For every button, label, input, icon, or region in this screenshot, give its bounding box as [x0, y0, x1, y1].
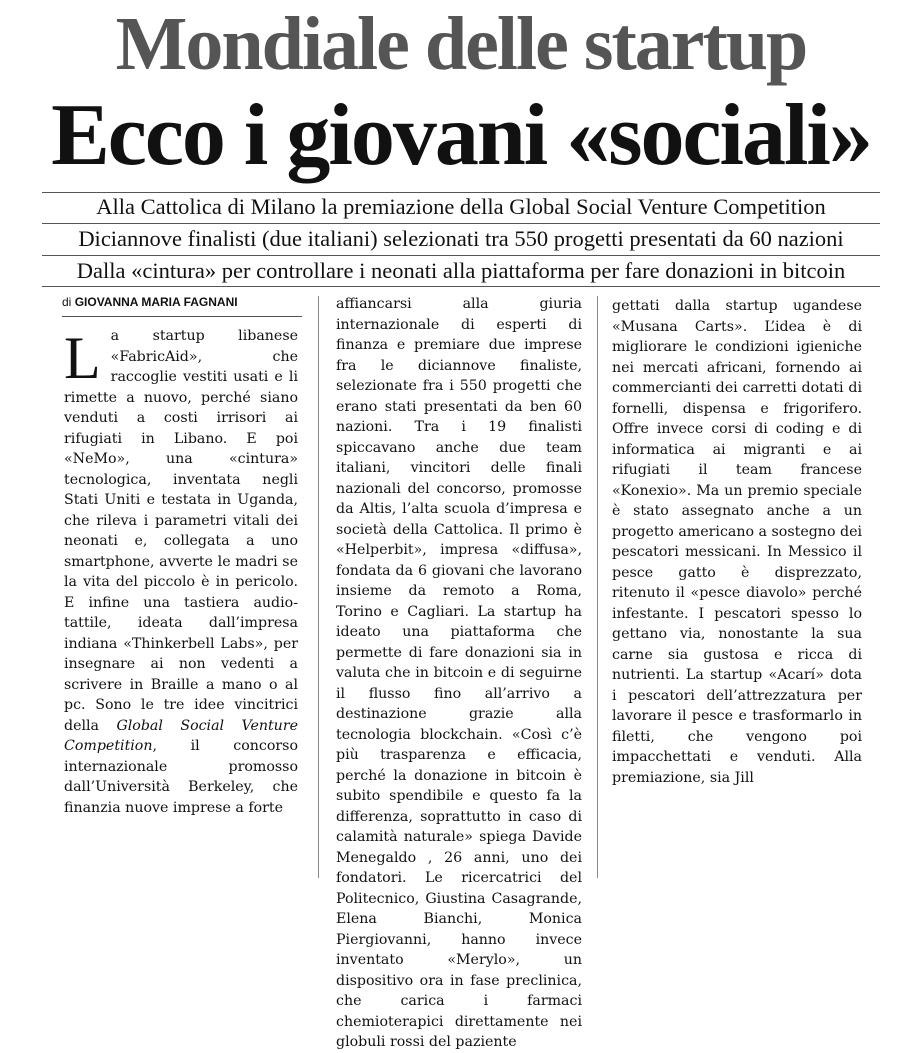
divider — [42, 286, 880, 287]
subhead-1: Alla Cattolica di Milano la premiazione della Global Social Venture Competition — [96, 194, 826, 219]
divider — [42, 223, 880, 224]
column-2-text: affiancarsi alla giuria internazionale di esperti di finanza e premiare due imprese fra le diciannove finaliste, selezionate fra i 550 progetti che erano stati presentati da ben 60 nazioni. Tra i 19 finalisti spiccavano anche due team italiani, vincitori delle finali nazionali del concorso, promosse da Altis, l’alta scuola d’impresa e società della Cattolica. Il primo è «Helperbit», impresa «diffusa», fondata da 6 giovani che lavorano insieme da remoto a Roma, Torino e Cagliari. La startup ha ideato una piattaforma che permette di fare donazioni sia in valuta che in bitcoin e di seguirne il flusso fino all’arrivo a destinazione grazie alla tecnologia blockchain. «Così c’è più trasparenza e efficacia, perché la donazione in bitcoin è subito spendibile e questo fa la differenza, soprattutto in caso di calamità naturale» spiega Davide Menegaldo , 26 anni, uno dei fondatori. Le ricercatrici del Politecnico, Giustina Casagrande, Elena Bianchi, Monica Piergiovanni, hanno invece inventato «Merylo», un dispositivo ora in fase preclinica, che carica i farmaci chemioterapici direttamente nei globuli rossi del paziente — [336, 296, 582, 1050]
divider — [42, 255, 880, 256]
subhead-2: Diciannove finalisti (due italiani) selezionati tra 550 progetti presentati da 60 nazioni — [78, 226, 844, 251]
drop-cap: L — [64, 325, 101, 391]
article-column-2 — [336, 294, 582, 1053]
column-1-italic: Global Social Venture Competition — [64, 717, 298, 754]
column-divider — [318, 296, 319, 878]
byline-prefix: di — [62, 295, 72, 309]
subhead-3: Dalla «cintura» per controllare i neonati alla piattaforma per fare donazioni in bitcoin — [76, 258, 846, 283]
column-1-tail: , il concorso internazionale promosso dall’Università Berkeley, che finanzia nuove imprese a forte — [64, 738, 298, 816]
column-1-text: a startup libanese «FabricAid», che raccoglie vestiti usati e li rimette a nuovo, perché siano venduti a costi irrisori ai rifugiati in Libano. E poi «NeMo», una «cintura» tecnologica, inventata negli Stati Uniti e testata in Uganda, che rileva i parametri vitali dei neonati e, collegata a uno smartphone, avverte le madri se la vita del piccolo è in pericolo. E infine una tastiera audio-tattile, ideata dall’impresa indiana «Thinkerbell Labs», per insegnare ai non vedenti a scrivere in Braille a mano o al pc. Sono le tre idee vincitrici della — [64, 328, 298, 734]
byline-author: GIOVANNA MARIA FAGNANI — [74, 295, 238, 309]
headline-line-1: Mondiale delle startup — [115, 2, 807, 86]
byline-rule — [62, 316, 302, 317]
byline — [62, 295, 296, 309]
headline-line-2: Ecco i giovani «sociali» — [51, 87, 871, 184]
column-divider — [597, 296, 598, 878]
article-column-3 — [612, 296, 862, 788]
article-column-1 — [64, 326, 298, 818]
column-3-text: gettati dalla startup ugandese «Musana Carts». L’idea è di migliorare le condizioni igieniche nei mercati africani, fornendo ai commercianti dei carretti dotati di fornelli, dispensa e frigorifero. Offre invece corsi di coding e di informatica ai migranti e ai rifugiati il team francese «Konexio». Ma un premio speciale è stato assegnato anche a un progetto americano a sostegno dei pescatori messicani. In Messico il pesce gatto è disprezzato, ritenuto il «pesce diavolo» perché infestante. I pescatori spesso lo gettano via, nonostante la sua carne sia gustosa e ricca di nutrienti. La startup «Acarí» dota i pescatori dell’attrezzatura per lavorare il pesce e trasformarlo in filetti, che vengono poi impacchettati e venduti. Alla premiazione, sia Jill — [612, 298, 863, 786]
